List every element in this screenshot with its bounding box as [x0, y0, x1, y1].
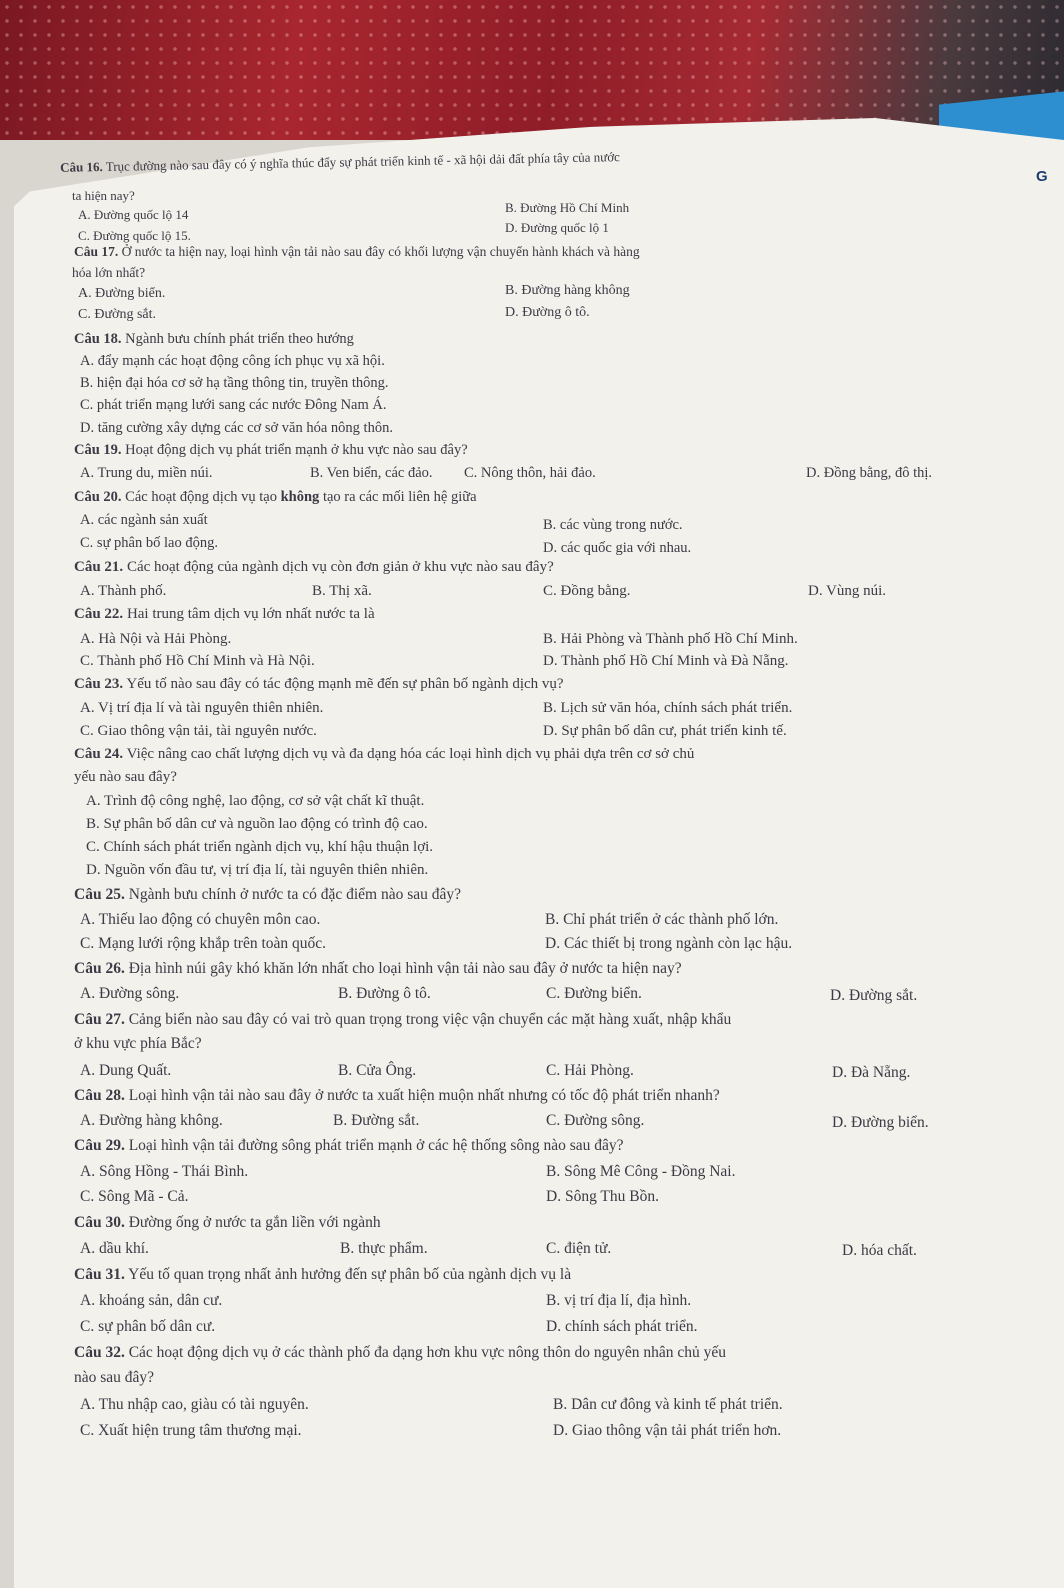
option-b[interactable]: B. các vùng trong nước.: [543, 517, 683, 533]
option-c[interactable]: C. Đường sắt.: [78, 307, 156, 322]
option-a[interactable]: A. Trình độ công nghệ, lao động, cơ sở vật chất kĩ thuật.: [86, 793, 425, 809]
option-a[interactable]: A. Thành phố.: [80, 583, 167, 599]
option-b[interactable]: B. hiện đại hóa cơ sở hạ tầng thông tin, truyền thông.: [80, 375, 389, 391]
corner-mark: G: [1036, 168, 1048, 185]
option-d[interactable]: D. Đồng bằng, đô thị.: [806, 465, 933, 481]
question-text: Ngành bưu chính ở nước ta có đặc điểm nào sau đây?: [128, 886, 462, 903]
option-c[interactable]: C. Xuất hiện trung tâm thương mại.: [80, 1422, 302, 1439]
question-text: Hoạt động dịch vụ phát triển mạnh ở khu vực nào sau đây?: [125, 442, 468, 458]
option-b[interactable]: B. Dân cư đông và kinh tế phát triển.: [553, 1396, 783, 1413]
option-c[interactable]: C. điện tử.: [546, 1240, 612, 1257]
question-label: Câu 30.: [74, 1214, 125, 1231]
option-c[interactable]: C. Đường sông.: [546, 1112, 645, 1129]
option-a[interactable]: A. Đường sông.: [80, 985, 180, 1002]
option-a[interactable]: A. dầu khí.: [80, 1240, 149, 1257]
option-a[interactable]: A. Đường hàng không.: [80, 1112, 223, 1129]
option-d[interactable]: D. Đường sắt.: [830, 987, 918, 1004]
option-d[interactable]: D. Đường ô tô.: [505, 305, 590, 320]
question-label: Câu 25.: [74, 886, 125, 903]
option-c[interactable]: C. Chính sách phát triển ngành dịch vụ, khí hậu thuận lợi.: [86, 839, 434, 855]
option-d[interactable]: D. Nguồn vốn đầu tư, vị trí địa lí, tài nguyên thiên nhiên.: [86, 862, 429, 878]
option-a[interactable]: A. các ngành sản xuất: [80, 512, 208, 528]
option-b[interactable]: B. Lịch sử văn hóa, chính sách phát triển.: [543, 700, 793, 716]
option-d[interactable]: D. Sự phân bố dân cư, phát triển kinh tế.: [543, 723, 787, 739]
question-label: Câu 17.: [74, 244, 119, 259]
question-text: Loại hình vận tải đường sông phát triển mạnh ở các hệ thống sông nào sau đây?: [128, 1137, 624, 1154]
question-text: Đường ống ở nước ta gắn liền với ngành: [128, 1214, 381, 1231]
question-text: Hai trung tâm dịch vụ lớn nhất nước ta là: [126, 606, 375, 622]
option-a[interactable]: A. Đường quốc lộ 14: [78, 207, 189, 222]
question-text: Việc nâng cao chất lượng dịch vụ và đa dạng hóa các loại hình dịch vụ phải dựa trên cơ sở chủ: [126, 746, 695, 762]
question-label: Câu 28.: [74, 1087, 125, 1104]
question-text: ở khu vực phía Bắc?: [74, 1035, 202, 1052]
question-text: tạo ra các mối liên hệ giữa: [322, 489, 477, 505]
option-a[interactable]: A. Dung Quất.: [80, 1062, 172, 1079]
question-label: Câu 29.: [74, 1137, 125, 1154]
question-text: yếu nào sau đây?: [74, 769, 177, 785]
option-d[interactable]: D. Sông Thu Bồn.: [546, 1188, 659, 1205]
question-text: Trục đường nào sau đây có ý nghĩa thúc đẩy sự phát triển kinh tế - xã hội dải đất phía tây của nước: [105, 149, 621, 174]
option-b[interactable]: B. Đường ô tô.: [338, 985, 431, 1002]
option-a[interactable]: A. Hà Nội và Hải Phòng.: [80, 631, 232, 647]
option-d[interactable]: D. Thành phố Hồ Chí Minh và Đà Nẵng.: [543, 653, 789, 669]
option-b[interactable]: B. Sự phân bố dân cư và nguồn lao động có trình độ cao.: [86, 816, 428, 832]
option-d[interactable]: D. Vùng núi.: [808, 583, 887, 599]
question-label: Câu 23.: [74, 676, 124, 692]
option-b[interactable]: B. Đường hàng không: [505, 283, 630, 298]
question-label: Câu 20.: [74, 489, 122, 505]
question-label: Câu 31.: [74, 1266, 125, 1283]
option-d[interactable]: D. Đường biển.: [832, 1114, 929, 1131]
question-label: Câu 32.: [74, 1344, 125, 1361]
option-b[interactable]: B. Cửa Ông.: [338, 1062, 417, 1079]
option-d[interactable]: D. Các thiết bị trong ngành còn lạc hậu.: [545, 935, 793, 952]
option-c[interactable]: C. Thành phố Hồ Chí Minh và Hà Nội.: [80, 653, 315, 669]
option-d[interactable]: D. Đường quốc lộ 1: [505, 220, 609, 235]
question-label: Câu 19.: [74, 442, 122, 458]
option-b[interactable]: B. Đường sắt.: [333, 1112, 420, 1129]
option-b[interactable]: B. Thị xã.: [312, 583, 372, 599]
option-c[interactable]: C. sự phân bố dân cư.: [80, 1318, 216, 1335]
question-label: Câu 27.: [74, 1011, 125, 1028]
option-d[interactable]: D. Giao thông vận tải phát triển hơn.: [553, 1422, 782, 1439]
question-label: Câu 22.: [74, 606, 124, 622]
option-b[interactable]: B. Sông Mê Công - Đồng Nai.: [546, 1163, 736, 1180]
question-text: Các hoạt động của ngành dịch vụ còn đơn giản ở khu vực nào sau đây?: [126, 559, 554, 575]
option-a[interactable]: A. Vị trí địa lí và tài nguyên thiên nhiên.: [80, 700, 324, 716]
option-c[interactable]: C. Mạng lưới rộng khắp trên toàn quốc.: [80, 935, 327, 952]
option-d[interactable]: D. tăng cường xây dựng các cơ sở văn hóa nông thôn.: [80, 420, 393, 436]
option-d[interactable]: D. các quốc gia với nhau.: [543, 540, 692, 556]
option-c[interactable]: C. Nông thôn, hải đảo.: [464, 465, 596, 481]
question-text: Ở nước ta hiện nay, loại hình vận tải nào sau đây có khối lượng vận chuyển hành khách và hàng: [121, 244, 640, 259]
option-b[interactable]: B. vị trí địa lí, địa hình.: [546, 1292, 692, 1309]
option-a[interactable]: A. Đường biển.: [78, 286, 166, 301]
option-b[interactable]: B. Ven biển, các đảo.: [310, 465, 433, 481]
question-text: Ngành bưu chính phát triển theo hướng: [125, 331, 354, 347]
option-b[interactable]: B. Chỉ phát triển ở các thành phố lớn.: [545, 911, 779, 928]
option-c[interactable]: C. Sông Mã - Cả.: [80, 1188, 189, 1205]
question-text: Các hoạt động dịch vụ ở các thành phố đa dạng hơn khu vực nông thôn do nguyên nhân chủ yếu: [128, 1344, 727, 1361]
option-a[interactable]: A. khoáng sản, dân cư.: [80, 1292, 223, 1309]
question-label: Câu 18.: [74, 331, 122, 347]
question-text: Cảng biển nào sau đây có vai trò quan trọng trong việc vận chuyển các mặt hàng xuất, nhập khẩu: [128, 1011, 732, 1028]
question-text: hóa lớn nhất?: [72, 265, 146, 280]
question-text: Yếu tố quan trọng nhất ảnh hưởng đến sự phân bố của ngành dịch vụ là: [128, 1266, 572, 1283]
question-text: Yếu tố nào sau đây có tác động mạnh mẽ đến sự phân bố ngành dịch vụ?: [126, 676, 564, 692]
option-d[interactable]: D. hóa chất.: [842, 1242, 917, 1259]
option-c[interactable]: C. Hải Phòng.: [546, 1062, 634, 1079]
option-b[interactable]: B. thực phẩm.: [340, 1240, 428, 1257]
question-text: Loại hình vận tải nào sau đây ở nước ta xuất hiện muộn nhất nhưng có tốc độ phát triển nhanh?: [128, 1087, 720, 1104]
question-label: Câu 26.: [74, 960, 125, 977]
question-text: Các hoạt động dịch vụ tạo: [125, 489, 277, 505]
question-16: [0, 141, 1064, 175]
question-emphasis: không: [280, 489, 320, 505]
option-c[interactable]: C. Đồng bằng.: [543, 583, 631, 599]
question-label: Câu 16.: [59, 159, 103, 175]
option-c[interactable]: C. Giao thông vận tải, tài nguyên nước.: [80, 723, 317, 739]
option-c[interactable]: C. sự phân bố lao động.: [80, 535, 218, 551]
question-text: Địa hình núi gây khó khăn lớn nhất cho loại hình vận tải nào sau đây ở nước ta hiện nay?: [128, 960, 682, 977]
option-a[interactable]: A. Sông Hồng - Thái Bình.: [80, 1163, 249, 1180]
option-a[interactable]: A. Trung du, miền núi.: [80, 465, 213, 481]
option-a[interactable]: A. Thu nhập cao, giàu có tài nguyên.: [80, 1396, 309, 1413]
option-c[interactable]: C. phát triển mạng lưới sang các nước Đông Nam Á.: [80, 397, 387, 413]
option-d[interactable]: D. Đà Nẵng.: [832, 1064, 911, 1081]
option-c[interactable]: C. Đường quốc lộ 15.: [78, 228, 191, 243]
option-c[interactable]: C. Đường biển.: [546, 985, 642, 1002]
question-label: Câu 21.: [74, 559, 124, 575]
question-text: nào sau đây?: [74, 1369, 155, 1386]
question-text: ta hiện nay?: [72, 188, 135, 203]
option-b[interactable]: B. Đường Hồ Chí Minh: [505, 200, 630, 215]
option-d[interactable]: D. chính sách phát triển.: [546, 1318, 698, 1335]
option-a[interactable]: A. đẩy mạnh các hoạt động công ích phục vụ xã hội.: [80, 353, 385, 369]
question-label: Câu 24.: [74, 746, 124, 762]
option-a[interactable]: A. Thiếu lao động có chuyên môn cao.: [80, 911, 321, 928]
option-b[interactable]: B. Hải Phòng và Thành phố Hồ Chí Minh.: [543, 631, 798, 647]
